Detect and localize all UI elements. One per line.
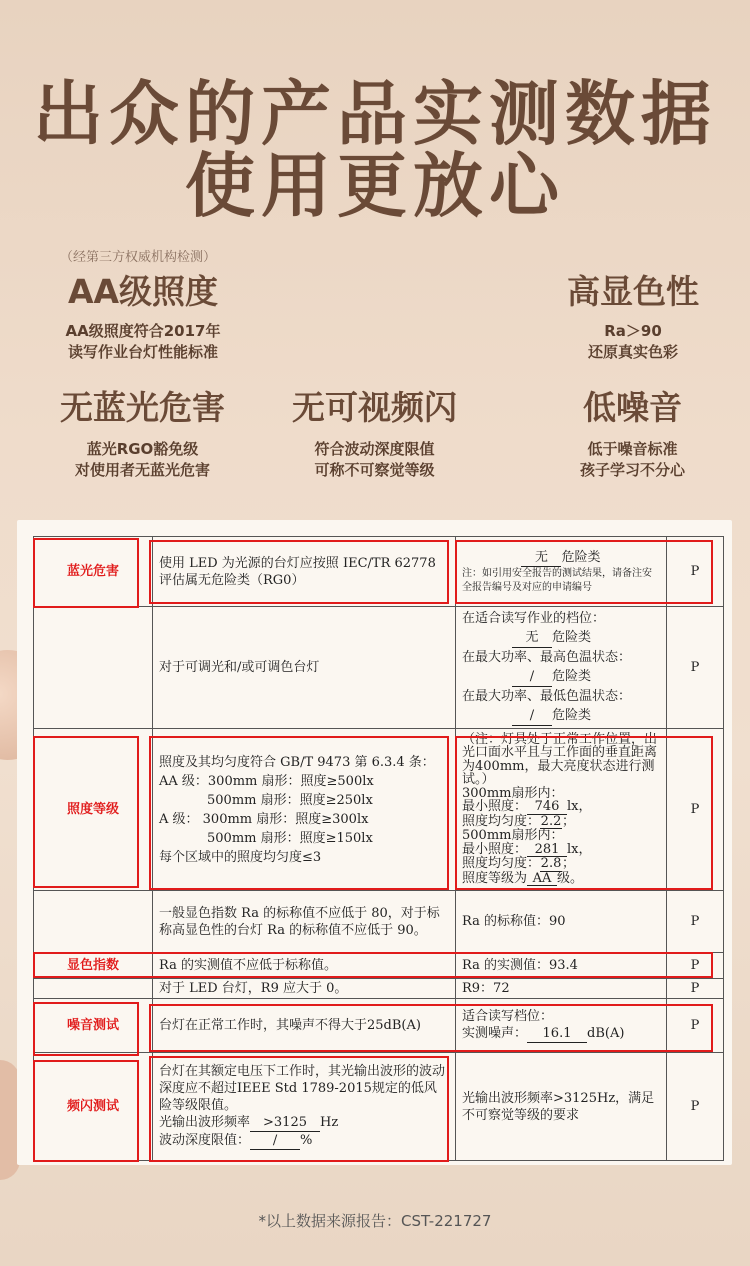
result-value: 281 [527,843,567,858]
pass-mark: P [667,607,724,729]
result-cell [456,729,667,891]
result-value: 无 [512,628,552,648]
result-text: 在最大功率、最高色温状态： [462,650,632,665]
label-color-rendering: 显色指数 [34,953,153,979]
requirement-text: 照度及其均匀度符合 GB/T 9473 第 6.3.4 条： [159,754,435,770]
result-text: 500mm扇形内： [462,828,564,844]
result-value: 746 [527,800,567,815]
pass-mark: P [667,1053,724,1161]
requirement-cell [153,729,456,891]
table-row [34,1053,724,1161]
result-value: AA [527,872,557,887]
feature-title: AA级照度 [67,272,219,311]
requirement-text: A 级： 300mm 扇形：照度≥300lx [159,811,369,827]
requirement-cell: 使用 LED 为光源的台灯应按照 IEC/TR 62778 评估属无危险类（RG0） [153,537,456,607]
feature-desc: 低于噪音标准 [587,440,678,458]
table-row [34,891,724,953]
result-text: 在适合读写作业的档位： [462,611,606,626]
feature-title: 无蓝光危害 [60,388,225,427]
result-cell: Ra 的实测值：93.4 [456,953,667,979]
label-noise: 噪音测试 [34,999,153,1053]
feature-desc: Ra＞90 [604,322,662,340]
requirement-text: Hz [320,1115,339,1130]
result-cell [456,999,667,1053]
label-empty [34,891,153,953]
result-value: 16.1 [527,1025,587,1043]
requirement-text: 500mm 扇形：照度≥150lx [207,830,373,846]
feature-ra [548,266,718,363]
requirement-text: AA 级：300mm 扇形：照度≥500lx [159,773,374,789]
result-text: 最小照度： [462,841,528,857]
result-text: 适合读写档位： [462,1009,554,1024]
pass-mark: P [667,979,724,999]
feature-title: 低噪音 [583,388,682,427]
headline-line1: 出众的产品实测数据 [33,73,717,155]
inspection-note: （经第三方权威机构检测） [60,250,217,265]
requirement-cell [153,1053,456,1161]
result-text: ； [562,856,576,872]
feature-desc: 读写作业台灯性能标准 [67,343,218,361]
table-row [34,607,724,729]
result-text: ； [562,813,576,829]
result-text: 危险类 [552,669,592,684]
result-text: 危险类 [552,630,592,645]
result-cell [456,607,667,729]
report-table [33,536,724,1161]
pass-mark: P [667,999,724,1053]
feature-blue-light [50,382,235,481]
label-flicker: 频闪测试 [34,1053,153,1161]
feature-desc: 符合波动深度限值 [314,440,435,458]
feature-desc: 还原真实色彩 [587,343,678,361]
requirement-text: % [300,1133,313,1148]
result-note: （注：灯具处于正常工作位置，出光口面水平且与工作面的垂直距离为400mm，最大亮度状态进行测试。） [462,731,658,788]
result-text: 危险类 [552,708,592,723]
result-text: 照度均匀度： [462,813,541,829]
result-text: 300mm扇形内： [462,785,564,801]
result-value: 2.8 [540,856,562,872]
pass-mark: P [667,729,724,891]
requirement-text: 波动深度限值： [159,1133,251,1148]
result-value: 2.2 [540,813,562,829]
result-value: 无 [521,549,561,567]
requirement-value: >3125 [250,1114,320,1132]
pass-mark: P [667,953,724,979]
result-text: 照度均匀度： [462,856,541,872]
requirement-cell: 一般显色指数 Ra 的标称值不应低于 80，对于标称高显色性的台灯 Ra 的标称值不应低于 90。 [153,891,456,953]
feature-title: 无可视频闪 [292,388,457,427]
requirement-cell: 台灯在正常工作时，其噪声不得大于25dB(A) [153,999,456,1053]
feature-flicker [282,382,467,481]
table-row [34,729,724,891]
result-value: / [512,706,552,726]
requirement-text: 光输出波形频率 [159,1115,251,1130]
result-text: lx， [567,841,592,857]
result-text: 在最大功率、最低色温状态： [462,689,632,704]
pass-mark: P [667,891,724,953]
label-empty [34,979,153,999]
feature-desc: 可称不可察觉等级 [314,461,435,479]
result-value: / [512,667,552,687]
feature-desc: 对使用者无蓝光危害 [74,461,210,479]
source-footnote: *以上数据来源报告：CST-221727 [258,1212,492,1230]
pass-mark: P [667,537,724,607]
feature-desc: 蓝光RGO豁免级 [86,440,199,458]
table-row [34,979,724,999]
label-empty [34,607,153,729]
test-report [17,520,732,1165]
label-illuminance: 照度等级 [34,729,153,891]
result-text: dB(A) [587,1026,625,1041]
requirement-text: 台灯在其额定电压下工作时，其光输出波形的波动深度应不超过IEEE Std 1789-2015规定的低风险等级限值。 [159,1064,446,1113]
feature-title: 高显色性 [567,272,699,311]
result-cell: 光输出波形频率>3125Hz，满足不可察觉等级的要求 [456,1053,667,1161]
table-row [34,537,724,607]
feature-noise [540,382,725,481]
result-cell: R9：72 [456,979,667,999]
feature-aa [58,266,228,363]
requirement-text: 500mm 扇形：照度≥250lx [207,792,373,808]
requirement-text: 每个区域中的照度均匀度≤3 [159,849,322,865]
requirement-cell: 对于 LED 台灯，R9 应大于 0。 [153,979,456,999]
feature-desc: AA级照度符合2017年 [65,322,221,340]
requirement-value: / [250,1132,300,1150]
result-text: 照度等级为 [462,870,528,886]
feature-desc: 孩子学习不分心 [579,461,685,479]
result-text: 级。 [557,870,584,886]
table-row [34,999,724,1053]
headline-line2: 使用更放心 [185,145,565,227]
result-text: lx， [567,799,592,815]
requirement-cell: 对于可调光和/或可调色台灯 [153,607,456,729]
result-cell [456,537,667,607]
result-cell: Ra 的标称值：90 [456,891,667,953]
result-text: 最小照度： [462,799,528,815]
result-text: 实测噪声： [462,1026,528,1041]
result-text: 危险类 [561,549,601,565]
result-note: 注：如引用安全报告的测试结果，请备注安全报告编号及对应的申请编号 [462,567,652,593]
table-row [34,953,724,979]
label-blue-light: 蓝光危害 [34,537,153,607]
requirement-cell: Ra 的实测值不应低于标称值。 [153,953,456,979]
